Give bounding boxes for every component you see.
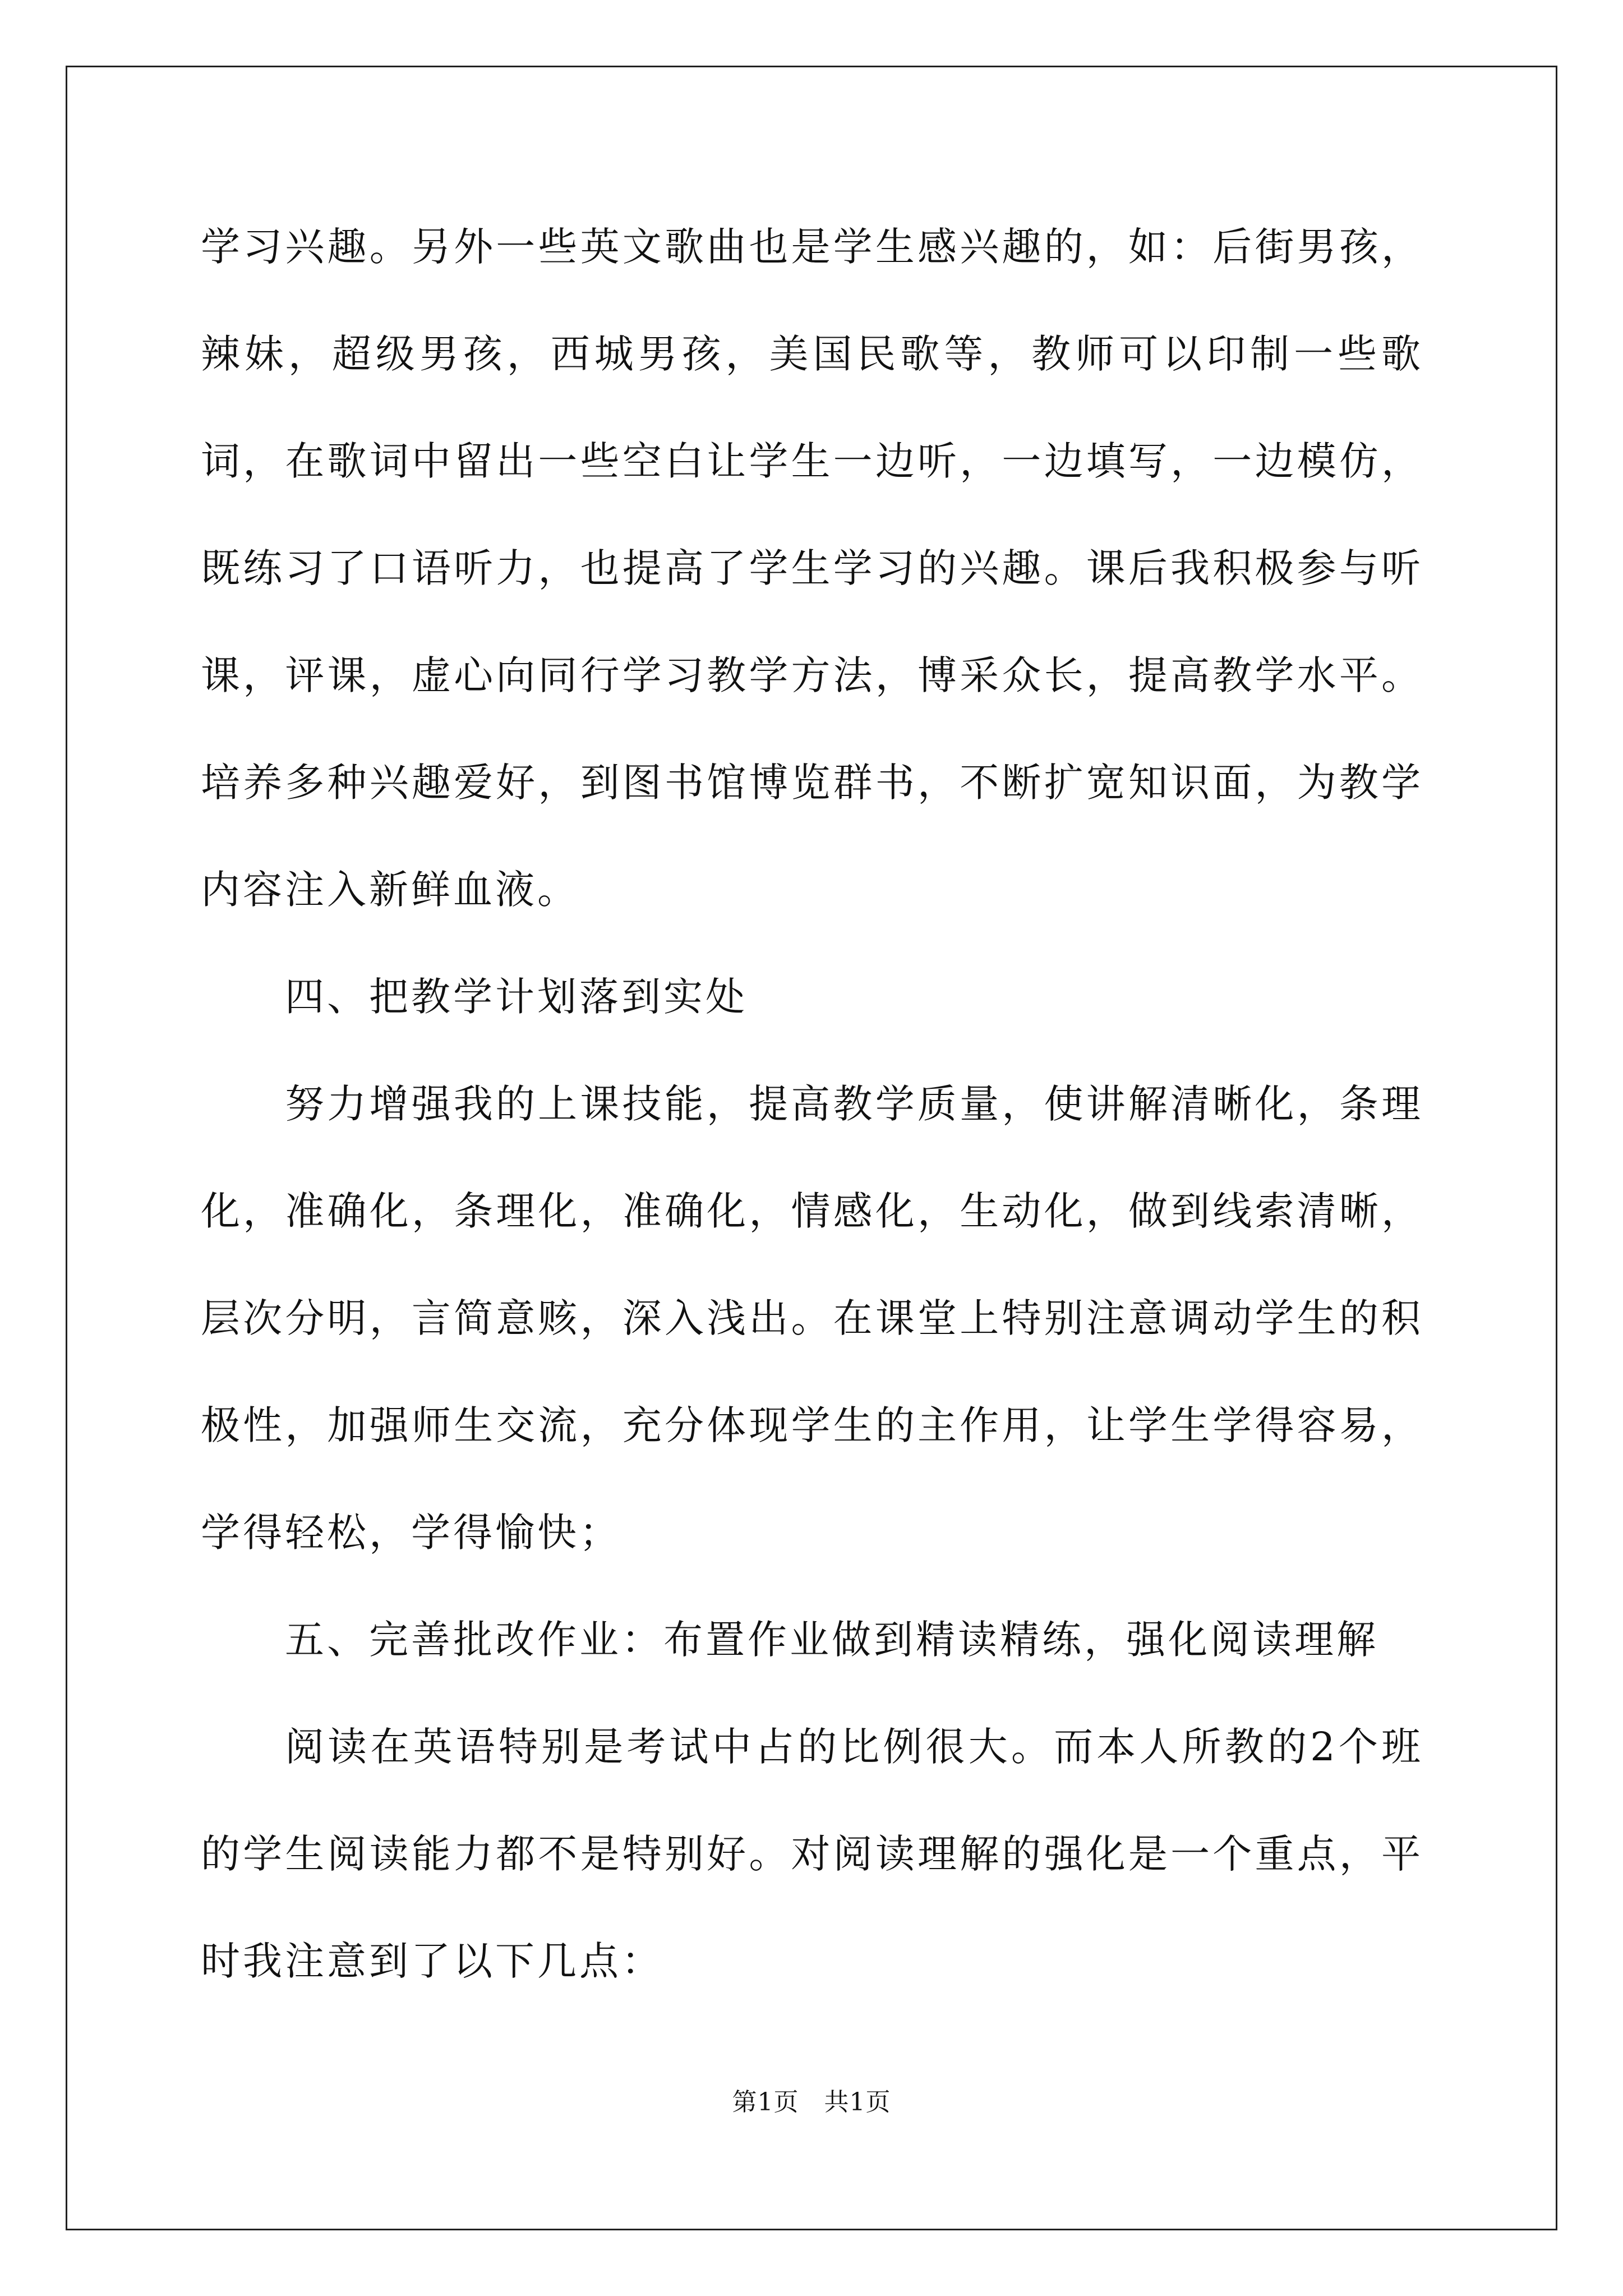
page-number-footer: 第1页 共1页 [732, 2088, 891, 2116]
paragraph-3: 阅读在英语特别是考试中占的比例很大。而本人所教的2个班的学生阅读能力都不是特别好。对阅读理解的强化是一个重点，平时我注意到了以下几点： [201, 1724, 1423, 1984]
document-body [201, 194, 1423, 2015]
section-heading-5: 五、完善批改作业：布置作业做到精读精练，强化阅读理解 [285, 1617, 1378, 1663]
paragraph-1: 学习兴趣。另外一些英文歌曲也是学生感兴趣的，如：后街男孩，辣妹，超级男孩，西城男孩，美国民歌等，教师可以印制一些歌词，在歌词中留出一些空白让学生一边听，一边填写，一边模仿，既练习了口语听力，也提高了学生学习的兴趣。课后我积极参与听课，评课，虚心向同行学习教学方法，博采众长，提高教学水平。培养多种兴趣爱好，到图书馆博览群书，不断扩宽知识面，为教学内容注入新鲜血液。 [201, 224, 1423, 913]
paragraph-2: 努力增强我的上课技能，提高教学质量，使讲解清晰化，条理化，准确化，条理化，准确化，情感化，生动化，做到线索清晰，层次分明，言简意赅，深入浅出。在课堂上特别注意调动学生的积极性，加强师生交流，充分体现学生的主作用，让学生学得容易，学得轻松，学得愉快； [201, 1081, 1423, 1556]
section-heading-4: 四、把教学计划落到实处 [285, 974, 748, 1020]
